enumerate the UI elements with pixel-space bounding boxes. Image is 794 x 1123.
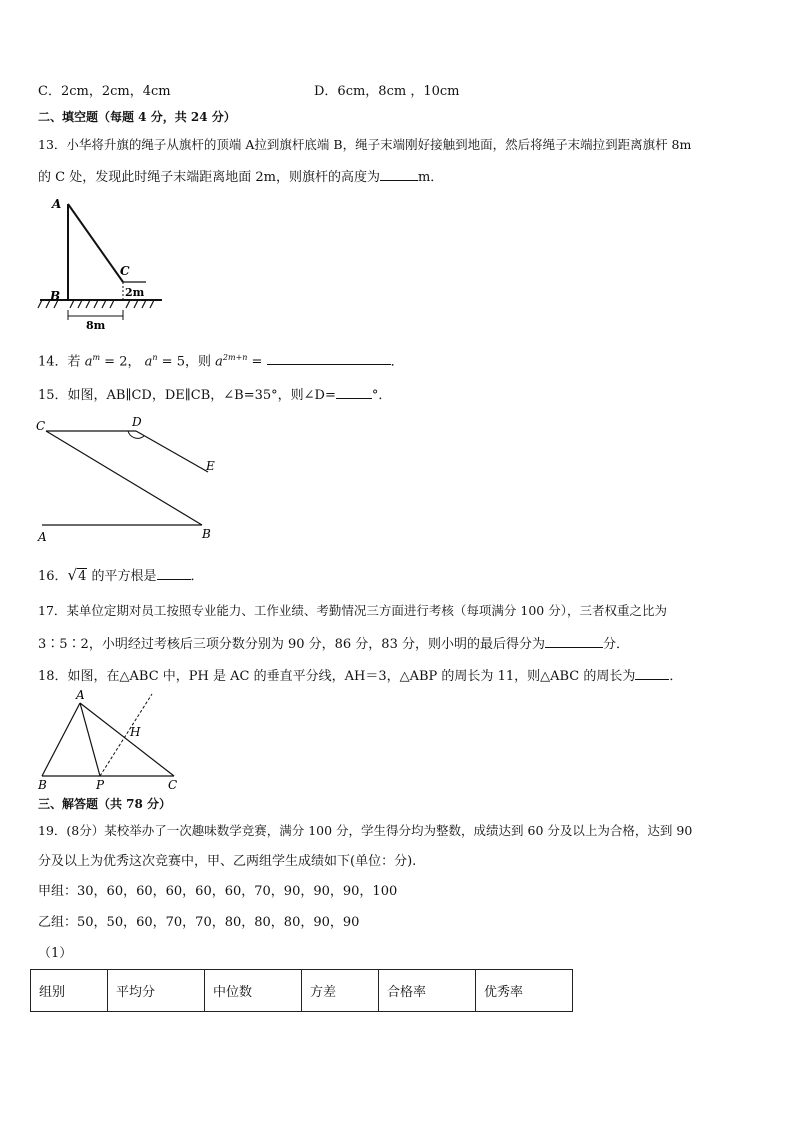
q15-line <box>38 385 391 405</box>
q19-group-b-scores: 乙组：50，50，60，70，70，80，80，80，90，90 <box>38 915 360 930</box>
q17-text: 3∶5∶2，小明经过考核后三项分数分别为 90 分，86 分，83 分，则小明的最后得分为 <box>38 637 545 652</box>
q15-label-E: E <box>206 459 215 473</box>
q15-label-A: A <box>38 530 47 544</box>
q13-text: 的 C 处，发现此时绳子末端距离地面 2m，则旗杆的高度为 <box>38 170 380 185</box>
q14-cond1-base: a <box>84 354 93 370</box>
option-c: C．2cm，2cm，4cm <box>38 84 171 99</box>
q14-prefix: 14．若 <box>38 354 81 370</box>
table-header-cell: 中位数 <box>205 970 302 1012</box>
q14-line <box>38 349 404 371</box>
q14-cond2-rest: = 5，则 <box>157 354 211 370</box>
q16-line <box>38 566 204 586</box>
q14-cond2-base: a <box>144 354 153 370</box>
q16-radicand: 4 <box>78 569 87 584</box>
sqrt-sign: √ <box>67 566 78 584</box>
table-row <box>31 970 573 1012</box>
q13-label-B: B <box>50 289 61 303</box>
q13-flagpole-figure <box>34 194 174 334</box>
q13-label-A: A <box>52 197 62 211</box>
q18-label-C: C <box>168 778 178 792</box>
q15-suffix: °． <box>371 388 392 403</box>
q14-answer-blank[interactable] <box>267 351 391 365</box>
q18-label-H: H <box>130 725 141 739</box>
q19-statistics-table <box>30 969 573 1012</box>
q13-label-C: C <box>120 264 130 278</box>
q13-answer-blank[interactable] <box>380 167 418 181</box>
q18-text: 18．如图，在△ABC 中，PH 是 AC 的垂直平分线，AH＝3，△ABP 的周长为 11，则△ABC 的周长为 <box>38 669 636 684</box>
q15-parallel-figure <box>34 414 234 544</box>
q13-line2 <box>38 167 443 187</box>
q14-cond1-exp: m <box>92 353 101 362</box>
table-header-cell: 优秀率 <box>476 970 573 1012</box>
q17-answer-blank[interactable] <box>545 634 603 648</box>
q14-suffix: ． <box>390 354 404 370</box>
q19-line2: 分及以上为优秀这次竞赛中，甲、乙两组学生成绩如下(单位：分). <box>38 854 417 869</box>
q14-cond2-exp: n <box>152 353 158 362</box>
q14-cond1-rest: = 2， <box>100 354 141 370</box>
q18-label-P: P <box>96 778 105 792</box>
table-header-cell: 方差 <box>302 970 379 1012</box>
q14-expr-base: a <box>215 354 223 370</box>
q16-suffix: ． <box>190 569 204 584</box>
q18-label-B: B <box>38 778 47 792</box>
q17-line2 <box>38 634 629 654</box>
table-header-cell: 合格率 <box>379 970 476 1012</box>
q15-label-C: C <box>36 419 46 433</box>
option-d: D．6cm，8cm ，10cm <box>314 84 460 99</box>
q16-prefix: 16． <box>38 569 68 584</box>
section-heading-solutions: 三、解答题（共 78 分） <box>38 797 172 811</box>
q15-label-D: D <box>132 415 142 429</box>
q15-text: 15．如图，AB∥CD，DE∥CB，∠B=35°，则∠D= <box>38 388 336 403</box>
q19-group-a-scores: 甲组：30，60，60，60，60，60，70，90，90，90，100 <box>38 884 398 899</box>
q16-text: 的平方根是 <box>91 569 157 584</box>
q19-part-1: （1） <box>38 946 73 961</box>
q13-line1: 13．小华将升旗的绳子从旗杆的顶端 A拉到旗杆底端 B，绳子末端刚好接触到地面，然后将绳子末端拉到距离旗杆 8m <box>38 137 692 152</box>
q18-line <box>38 666 682 686</box>
q16-answer-blank[interactable] <box>157 566 191 580</box>
q18-suffix: ． <box>669 669 683 684</box>
section-heading-fill-in: 二、填空题（每题 4 分，共 24 分） <box>38 110 236 124</box>
q19-line1: 19．(8分）某校举办了一次趣味数学竞赛，满分 100 分，学生得分均为整数，成绩达到 60 分及以上为合格，达到 90 <box>38 823 693 838</box>
q13-label-8m: 8m <box>86 319 106 332</box>
q18-triangle-figure <box>34 688 194 798</box>
q18-label-A: A <box>76 688 85 702</box>
q13-unit: m． <box>417 170 444 185</box>
q15-label-B: B <box>202 527 211 541</box>
q13-label-2m: 2m <box>125 286 145 299</box>
table-header-cell: 组别 <box>31 970 108 1012</box>
table-header-cell: 平均分 <box>108 970 205 1012</box>
q17-suffix: 分． <box>602 637 629 652</box>
q17-line1: 17．某单位定期对员工按照专业能力、工作业绩、考勤情况三方面进行考核（每项满分 100 分），三者权重之比为 <box>38 603 667 618</box>
q18-answer-blank[interactable] <box>635 666 669 680</box>
q15-answer-blank[interactable] <box>336 385 372 399</box>
q14-expr-exp: 2m+n <box>222 353 248 362</box>
q14-expr-rest: = <box>247 354 263 370</box>
